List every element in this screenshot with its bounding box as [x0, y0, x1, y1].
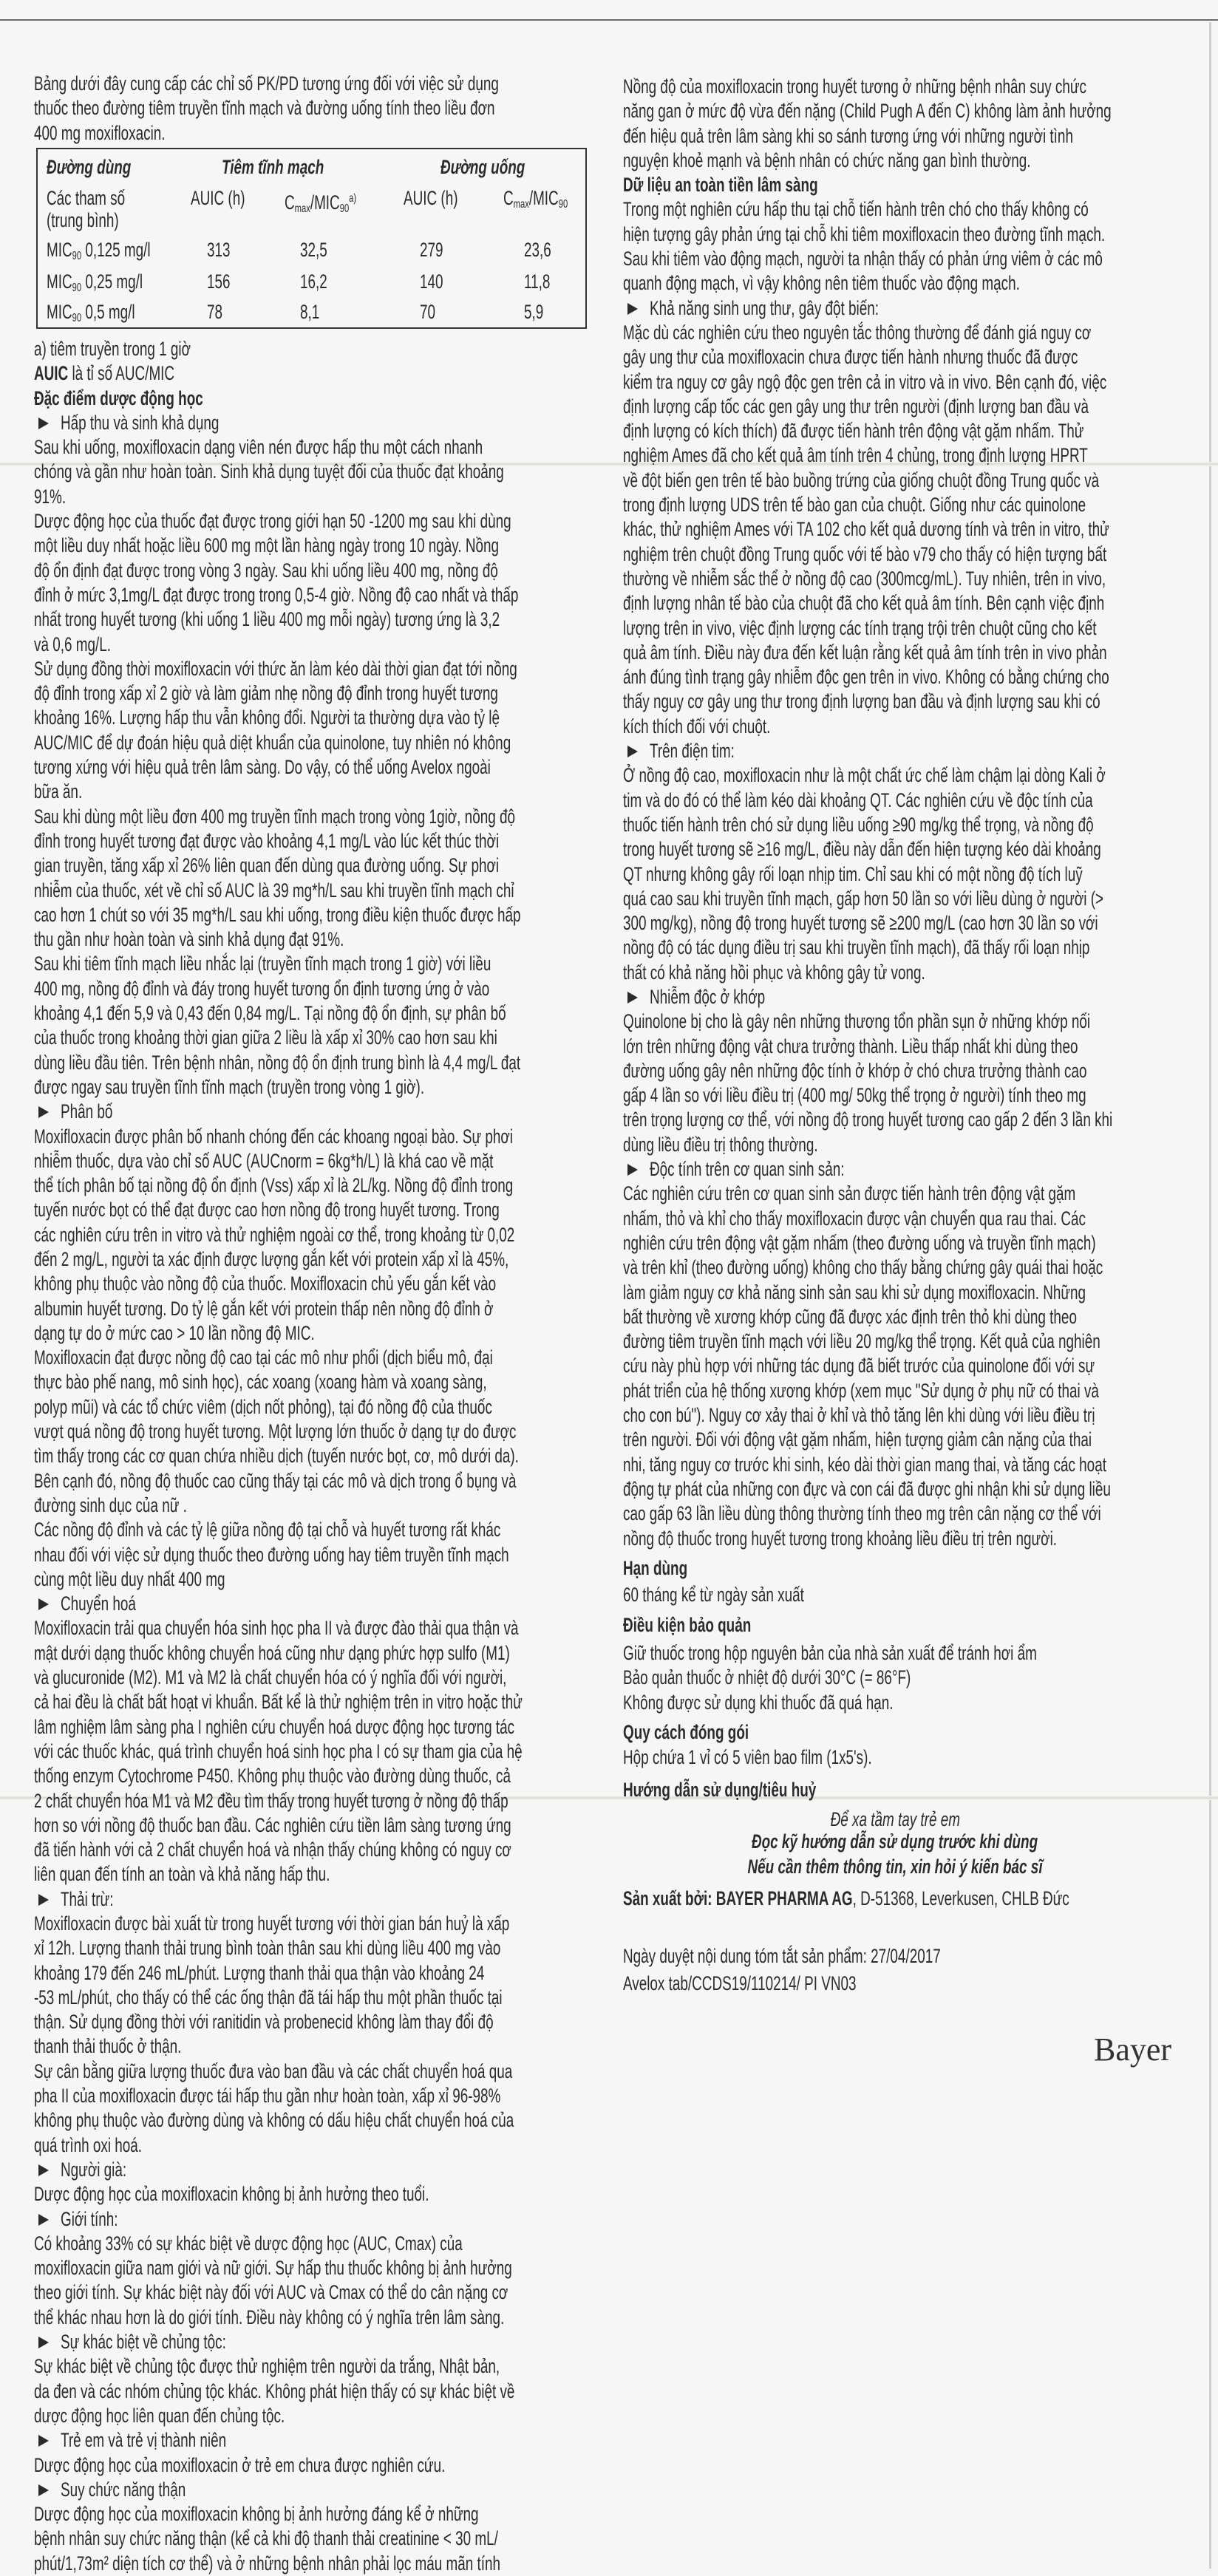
triangle-bullet-icon	[627, 303, 638, 315]
paragraph-line: Moxifloxacin đạt được nồng độ cao tại các mô như phổi (dịch biểu mô, đại	[34, 1346, 493, 1369]
page-top-rule	[0, 19, 1218, 21]
paragraph-line: với các thuốc khác, quá trình chuyển hoá sinh học pha I có sự tham gia của hệ	[34, 1740, 523, 1762]
paragraph-line: hơn so với nồng độ thuốc ban đầu. Các nghiên cứu tiền lâm sàng tương ứng	[34, 1813, 511, 1836]
paragraph-line: cho con bú"). Nguy cơ xảy thai ở khỉ và thỏ tăng lên khi dùng với liều điều trị	[623, 1404, 1095, 1427]
subsection-heading: Khả năng sinh ung thư, gây đột biến:	[623, 296, 1200, 321]
paragraph-line: 300 mg/kg), nồng độ trong huyết tương sẽ ≥200 mg/L (cao hơn 30 lần so với	[623, 912, 1098, 935]
paragraph-line: năng gan ở mức độ vừa đến nặng (Child Pugh A đến C) không làm ảnh hưởng	[623, 100, 1112, 123]
row-label: $MIC_{90}$ 0,5 mg/l	[47, 301, 135, 324]
paragraph-line: đường tiêm truyền tĩnh mạch với liều 20 mg/kg thể trọng. Kết quả của nghiên	[623, 1330, 1100, 1353]
paragraph-line: tim và do đó có thể làm kéo dài khoảng QT. Các nghiên cứu về độc tính của	[623, 788, 1093, 811]
packaging: Hộp chứa 1 vỉ có 5 viên bao film (1x5's).	[623, 1746, 872, 1768]
paragraph-line: và 0,6 mg/L.	[34, 633, 112, 655]
document-code: Avelox tab/CCDS19/110214/ PI VN03	[623, 1972, 857, 1994]
paragraph-line: da đen và các nhóm chủng tộc khác. Không phát hiện thấy có sự khác biệt về	[34, 2379, 515, 2402]
paragraph-line: bất thường về xương khớp cũng đã được xác định trên thỏ khi dùng theo	[623, 1305, 1077, 1328]
paragraph-line: dùng liều điều trị thông thường.	[623, 1133, 818, 1156]
paragraph-line: Sự cân bằng giữa lượng thuốc đưa vào ban đầu và các chất chuyển hoá qua	[34, 2059, 513, 2082]
paragraph-line: trong huyết tương sẽ ≥16 mg/L, điều này dẫn đến hiện tượng kéo dài khoảng	[623, 838, 1101, 861]
paragraph-line: và glucuronide (M2). M1 và M2 là chất chuyển hóa có ý nghĩa đối với người,	[34, 1666, 507, 1689]
paragraph-line: nguyện khoẻ mạnh và bệnh nhân có chức năng gan bình thường.	[623, 149, 1031, 171]
table-cell: 32,5	[300, 239, 327, 261]
paragraph-line: thống enzym Cytochrome P450. Không phụ thuộc vào đường dùng thuốc, cả	[34, 1765, 511, 1788]
warning-line: Đọc kỹ hướng dẫn sử dụng trước khi dùng	[752, 1830, 1038, 1853]
left-column-body	[34, 337, 603, 2576]
paragraph-line: vượt quá nồng độ trong huyết tương. Một lượng lớn thuốc ở dạng tự do được	[34, 1420, 517, 1443]
paragraph-line: nhiễm thuốc, dựa vào chỉ số AUC (AUCnorm = 6kg*h/L) là khá cao về mặt	[34, 1149, 494, 1172]
paragraph-line: kích thích đối với chuột.	[623, 715, 771, 737]
paragraph-line: phút/1,73m² diện tích cơ thể) và ở những bệnh nhân phải lọc máu mãn tính	[34, 2552, 501, 2575]
shelf-life: 60 tháng kể từ ngày sản xuất	[623, 1584, 804, 1606]
paragraph-line: a) tiêm truyền trong 1 giờ	[34, 338, 191, 360]
triangle-bullet-icon	[38, 2337, 49, 2348]
paragraph-line: bệnh nhân suy chức năng thận (kể cả khi độ thanh thải creatinine < 30 mL/	[34, 2527, 498, 2550]
paragraph-line: không phụ thuộc vào nồng độ của thuốc. Moxifloxacin chủ yếu gắn kết vào	[34, 1272, 497, 1295]
paragraph-line: pha II của moxifloxacin được tái hấp thu gần như hoàn toàn, xấp xỉ 96-98%	[34, 2085, 501, 2108]
header-route: Đường dùng	[47, 156, 132, 178]
paragraph-line: khoảng 4,1 đến 5,9 và 0,43 đến 0,84 mg/L. Tại nồng độ ổn định, sự phân bố	[34, 1002, 506, 1025]
paragraph-line: quả âm tính. Điều này đưa đến kết luận rằng kết quả âm tính trên in vivo phản	[623, 641, 1107, 664]
paragraph-line: Dược động học của moxifloxacin không bị ảnh hưởng theo tuổi.	[34, 2183, 429, 2206]
paragraph-line: cả hai đều là chất bất hoạt vi khuẩn. Bất kể là thử nghiệm trên in vitro hoặc thử	[34, 1691, 523, 1714]
storage-heading: Điều kiện bảo quản	[623, 1614, 752, 1636]
paragraph-line: nồng độ thuốc trong huyết tương trong khoảng liều điều trị trên người.	[623, 1527, 1058, 1550]
paragraph-line: Mặc dù các nghiên cứu theo nguyên tắc thông thường để đánh giá nguy cơ	[623, 321, 1092, 344]
paragraph-line: theo giới tính. Sự khác biệt này đối với AUC và Cmax có thể do cân nặng cơ	[34, 2281, 508, 2304]
paragraph-line: Các nghiên cứu trên cơ quan sinh sản được tiến hành trên động vật gặm	[623, 1182, 1076, 1205]
paragraph-line: moxifloxacin giữa nam giới và nữ giới. Sự hấp thu thuốc không bị ảnh hưởng	[34, 2257, 512, 2280]
bayer-logo: Bayer	[1094, 2031, 1172, 2068]
paragraph-line: về đột biến gen trên tế bào buồng trứng của giống chuột đồng Trung quốc và	[623, 468, 1100, 491]
paragraph-line: cao hơn 1 chút so với 35 mg*h/L sau khi uống, trong điều kiện thuốc được hấp	[34, 903, 521, 926]
paragraph-line: chóng và gần như hoàn toàn. Sinh khả dụng tuyệt đối của thuốc đạt khoảng	[34, 460, 504, 483]
paragraph-line: cùng một liều duy nhất 400 mg	[34, 1567, 225, 1590]
warning-line: Nếu cần thêm thông tin, xin hỏi ý kiến bác sĩ	[747, 1856, 1043, 1878]
triangle-bullet-icon	[38, 418, 49, 429]
paragraph-line: nghiên cứu trên động vật gặm nhấm (theo đường uống và truyền tĩnh mạch)	[623, 1231, 1096, 1254]
paragraph-line: kiểm tra nguy cơ gây ngộ độc gen trên cả in vitro và in vivo. Bên cạnh đó, việc	[623, 370, 1107, 393]
paragraph-line: được ngay sau truyền tĩnh tĩnh mạch (truyền trong vòng 1 giờ).	[34, 1075, 425, 1098]
paragraph-line: độ đỉnh trong xấp xỉ 2 giờ và làm giảm nhẹ nồng độ đỉnh trong huyết tương	[34, 682, 498, 705]
shelf-life-heading: Hạn dùng	[623, 1557, 688, 1579]
triangle-bullet-icon	[627, 992, 638, 1004]
paragraph-line: Quinolone bị cho là gây nên những thương tổn phần sụn ở những khớp nối	[623, 1010, 1091, 1033]
row-label: $MIC_{90}$ 0,25 mg/l	[47, 270, 143, 294]
warning-line: Để xa tầm tay trẻ em	[830, 1808, 960, 1830]
paragraph-line: tuyến nước bọt có thể đạt được cao hơn nồng độ trong huyết tương. Trong	[34, 1199, 500, 1221]
col-iv-cmax: $C_{max}/MIC_{90}^{a)}$	[285, 191, 357, 215]
right-column-body	[623, 75, 1200, 1551]
paragraph-line: bữa ăn.	[34, 780, 83, 803]
paragraph-line: nồng độ có tác dụng điều trị sau khi truyền tĩnh mạch), đã thấy rối loạn nhịp	[623, 936, 1090, 959]
col-oral-cmax: $C_{max}/MIC_{90}$	[503, 187, 568, 211]
paragraph-line: định lượng nhân tế bào của chuột đã cho kết quả âm tính. Bên cạnh việc định	[623, 592, 1105, 615]
paragraph-line: ánh đúng tình trạng gây nhiễm độc gen trên in vivo. Không có bằng chứng cho	[623, 666, 1109, 689]
paragraph-line: nhấm, thỏ và khỉ cho thấy moxifloxacin được vận chuyển qua rau thai. Các	[623, 1207, 1086, 1230]
paragraph-line: nghiệm trên chuột đồng Trung quốc với tế bào v79 cho thấy có hiện tượng bất	[623, 542, 1107, 565]
paragraph-line: 91%.	[34, 485, 67, 508]
paragraph-line: đỉnh ở mức 3,1mg/L đạt được trong trong 0,5-4 giờ. Nồng độ cao nhất và thấp	[34, 583, 519, 606]
paragraph-line: định lượng cấp tốc các gen gây ung thư trên người (định lượng ban đầu và	[623, 395, 1089, 418]
subsection-heading: Giới tính:	[34, 2207, 603, 2232]
paragraph-line: QT nhưng không gây rối loạn nhịp tim. Chỉ sau khi có một nồng độ tích luỹ	[623, 862, 1083, 885]
paragraph-line: một liều duy nhất hoặc liều 600 mg một lần hàng ngày trong 10 ngày. Nồng	[34, 534, 500, 557]
paragraph-line: trong định lượng UDS trên tế bào gan của chuột. Giống như các quinolone	[623, 494, 1086, 517]
section-heading: Dữ liệu an toàn tiền lâm sàng	[623, 174, 818, 197]
paragraph-line: trên người. Đối với động vật gặm nhấm, hiện tượng giảm cân nặng của thai	[623, 1428, 1092, 1451]
paragraph-line: của thuốc trong khoảng thời gian giữa 2 liều là xấp xỉ 30% cao hơn sau khi	[34, 1026, 497, 1049]
paragraph-line: các nghiên cứu trên in vitro và thử nghiệm ngoài cơ thể, trong khoảng từ 0,02	[34, 1223, 515, 1246]
subsection-heading: Phân bố	[34, 1100, 603, 1124]
table-cell: 16,2	[300, 270, 327, 293]
paragraph-line: đến hiệu quả trên lâm sàng khi so sánh tương ứng với những người tình	[623, 124, 1073, 147]
triangle-bullet-icon	[38, 2484, 49, 2496]
table-cell: 156	[207, 270, 231, 293]
paragraph-line: quá cao sau khi truyền tĩnh mạch, gấp hơn 50 lần so với liều dùng ở người (>	[623, 887, 1104, 910]
paragraph-line: dược động học liên quan đến chủng tộc.	[34, 2404, 285, 2427]
paragraph-line: Sau khi tiêm tĩnh mạch liều nhắc lại (truyền tĩnh mạch trong 1 giờ) với liều	[34, 953, 491, 975]
paragraph-line: cứu này phù hợp với những tác dụng đã biết trước của quinolone đối với sự	[623, 1355, 1095, 1377]
paragraph-line: nhiễm của thuốc, xét về chỉ số AUC là 39 mg*h/L sau khi truyền tĩnh mạch chỉ	[34, 879, 514, 902]
paragraph-line: gây ung thư của moxifloxacin chưa được tiến hành nhưng thuốc đã được	[623, 346, 1078, 369]
paragraph-line: Ở nồng độ cao, moxifloxacin như là một chất ức chế làm chậm lại dòng Kali ở	[623, 764, 1106, 787]
paragraph-line: polyp mũi) và các tổ chức viêm (dịch nốt phỏng), tại đó nồng độ của thuốc	[34, 1395, 492, 1418]
paragraph-line: -53 mL/phút, cho thấy có thể các ống thận đã tái hấp thu một phần thuốc tại	[34, 1986, 503, 2008]
paragraph-line: và trên khỉ (theo đường uống) không cho thấy bằng chứng gây quái thai hoặc	[623, 1256, 1103, 1279]
param-label-sub: (trung bình)	[47, 209, 119, 231]
subsection-heading: Trẻ em và trẻ vị thành niên	[34, 2428, 603, 2453]
paragraph-line: khoảng 179 đến 246 mL/phút. Lượng thanh thải qua thận vào khoảng 24	[34, 1961, 485, 1984]
paragraph-line: tương xứng với hiệu quả trên lâm sàng. Do vậy, có thể uống Avelox ngoài	[34, 756, 491, 779]
subsection-heading: Suy chức năng thận	[34, 2478, 603, 2502]
packaging-heading: Quy cách đóng gói	[623, 1721, 749, 1743]
paragraph-line: Moxifloxacin trải qua chuyển hóa sinh học pha II và được đào thải qua thận và	[34, 1617, 519, 1640]
paragraph-line: hiện tượng gây phản ứng tại chỗ khi tiêm moxifloxacin theo đường tĩnh mạch.	[623, 222, 1106, 245]
table-cell: 5,9	[524, 301, 544, 323]
col-oral-auic: AUIC (h)	[404, 187, 458, 209]
paragraph-line: albumin huyết tương. Do tỷ lệ gắn kết với protein thấp nên nồng độ đỉnh ở	[34, 1297, 494, 1320]
paragraph-line: phát triển của hệ thống xương khớp (xem mục "Sử dụng ở phụ nữ có thai và	[623, 1379, 1099, 1402]
paragraph-line: thanh thải thuốc ở thận.	[34, 2035, 182, 2058]
table-cell: 11,8	[524, 270, 551, 293]
param-label: Các tham số	[47, 187, 126, 209]
table-cell: 279	[420, 239, 443, 261]
paragraph-line: động tự phát của những con đực và con cái đã được ghi nhận khi sử dụng liều	[623, 1477, 1111, 1500]
paragraph-line: Có khoảng 33% có sự khác biệt về dược động học (AUC, Cmax) của	[34, 2232, 463, 2255]
header-oral: Đường uống	[440, 156, 525, 178]
subsection-heading: Sự khác biệt về chủng tộc:	[34, 2330, 603, 2354]
subsection-heading: Trên điện tim:	[623, 739, 1200, 763]
paragraph-line: Dược động học của moxifloxacin ở trẻ em chưa được nghiên cứu.	[34, 2453, 446, 2476]
storage-line: Bảo quản thuốc ở nhiệt độ dưới 30°C (= 86°F)	[623, 1666, 911, 1689]
paragraph-line: gian truyền, tăng xấp xỉ 26% liên quan đến dùng qua đường uống. Sự phơi	[34, 854, 500, 877]
paragraph-line: Sau khi uống, moxifloxacin dạng viên nén được hấp thu một cách nhanh	[34, 436, 483, 459]
paragraph-line: thường về nhiễm sắc thể ở nồng độ cao (300mcg/mL). Tuy nhiên, trên in vivo,	[623, 567, 1106, 590]
triangle-bullet-icon	[38, 1598, 49, 1610]
triangle-bullet-icon	[627, 1164, 638, 1176]
paragraph-line: thu gần như hoàn toàn và sinh khả dụng đạt 91%.	[34, 928, 344, 951]
paragraph-line: khác, thử nghiệm Ames với TA 102 cho kết quả dương tính và trên in vitro, thử	[623, 518, 1109, 541]
paragraph-line: lâm nghiệm lâm sàng pha I nghiên cứu chuyển hoá dược động học tương tác	[34, 1715, 515, 1738]
paragraph-line: Bảng dưới đây cung cấp các chỉ số PK/PD tương ứng đối với việc sử dụng	[34, 72, 499, 95]
triangle-bullet-icon	[38, 1106, 49, 1118]
paragraph-line: mật dưới dạng thuốc không chuyển hoá cũng như dạng phức hợp sulfo (M1)	[34, 1641, 510, 1664]
paragraph-line: đường uống gây nên những độc tính ở khớp ở chó chưa trưởng thành cao	[623, 1059, 1087, 1082]
paragraph-line: gấp 4 lần so với liều điều trị (400 mg/ 50kg thể trọng ở người) tính theo mg	[623, 1084, 1086, 1107]
subsection-heading: Người già:	[34, 2158, 603, 2182]
row-label: $MIC_{90}$ 0,125 mg/l	[47, 239, 151, 262]
triangle-bullet-icon	[38, 1894, 49, 1906]
approval-date: Ngày duyệt nội dung tóm tắt sản phẩm: 27/04/2017	[623, 1945, 941, 1967]
paragraph-line: lớn trên những động vật chưa trưởng thành. Liều thấp nhất khi dùng theo	[623, 1035, 1078, 1057]
paragraph-line: 400 mg, nồng độ đỉnh và đáy trong huyết tương ổn định tương ứng ở vào	[34, 977, 490, 1000]
paragraph-line: Các nồng độ đỉnh và các tỷ lệ giữa nồng độ tại chỗ và huyết tương rất khác	[34, 1519, 501, 1541]
paragraph-line: đến 2 mg/L, người ta xác định được lượng gắn kết với protein xấp xỉ là 45%,	[34, 1247, 509, 1270]
storage-line: Giữ thuốc trong hộp nguyên bản của nhà sản xuất để tránh hơi ẩm	[623, 1642, 1037, 1664]
paragraph-line: liên quan đến tính an toàn và khả năng hấp thu.	[34, 1863, 330, 1886]
paragraph-line: thuốc tiến hành trên chó sử dụng liều uống ≥90 mg/kg thể trọng, và nồng độ	[623, 813, 1094, 836]
subsection-heading: Nhiễm độc ở khớp	[623, 985, 1200, 1009]
pkpd-table	[36, 148, 587, 329]
storage-line: Không được sử dụng khi thuốc đã quá hạn.	[623, 1691, 894, 1714]
triangle-bullet-icon	[38, 2214, 49, 2226]
paragraph-line: AUIC là tỉ số AUC/MIC	[34, 362, 175, 385]
table-cell: 313	[207, 239, 231, 261]
triangle-bullet-icon	[38, 2435, 49, 2447]
left-column-intro	[34, 72, 596, 146]
subsection-heading: Chuyển hoá	[34, 1592, 603, 1616]
paragraph-line: nghiệm Ames đã cho kết quả âm tính trên 4 chủng, trong định lượng HPRT	[623, 444, 1088, 467]
table-cell: 140	[420, 270, 443, 293]
paragraph-line: lượng trên in vivo, việc định lượng các tính trạng trội trên chuột cũng cho kết	[623, 616, 1097, 639]
paragraph-line: Sau khi dùng một liều đơn 400 mg truyền tĩnh mạch trong vòng 1giờ, nồng độ	[34, 805, 515, 828]
paragraph-line: đỉnh trong huyết tương đạt được vào khoảng 4,1 mg/L vào lúc kết thúc thời	[34, 829, 500, 852]
table-cell: 78	[207, 301, 223, 323]
paragraph-line: dùng liều đầu tiên. Trên bệnh nhân, nồng độ ổn định trung bình là 4,4 mg/L đạt	[34, 1051, 521, 1074]
paragraph-line: khoảng 16%. Lượng hấp thu vẫn không đổi. Người ta thường dựa vào tỷ lệ	[34, 706, 500, 729]
paragraph-line: Moxifloxacin được phân bố nhanh chóng đến các khoang ngoại bào. Sự phơi	[34, 1125, 513, 1148]
triangle-bullet-icon	[627, 746, 638, 757]
paragraph-line: xỉ 12h. Lượng thanh thải trung bình toàn thân sau khi dùng liều 400 mg vào	[34, 1937, 501, 1960]
paragraph-line: Sự khác biệt về chủng tộc được thử nghiệm trên người da trắng, Nhật bản,	[34, 2355, 500, 2378]
paragraph-line: quanh động mạch, vì vậy không nên tiêm thuốc vào động mạch.	[623, 272, 1020, 295]
paragraph-line: thể tích phân bố tại nồng độ ổn định (Vss) xấp xỉ là 2L/kg. Nồng độ đỉnh trong	[34, 1174, 514, 1197]
paragraph-line: tìm thấy trong các cơ quan chứa nhiều dịch (tuyến nước bọt, cơ, mô dưới da).	[34, 1445, 519, 1468]
table-cell: 8,1	[300, 301, 320, 323]
paragraph-line: thất có khả năng hồi phục và không gây tử vong.	[623, 961, 925, 984]
paragraph-line: AUC/MIC để dự đoán hiệu quả diệt khuẩn của quinolone, tuy nhiên nó không	[34, 731, 511, 754]
paragraph-line: Trong một nghiên cứu hấp thu tại chỗ tiến hành trên chó cho thấy không có	[623, 198, 1089, 221]
paragraph-line: định lượng có kích thích) đã được tiến hành trên động vật gặm nhấm. Thử	[623, 420, 1084, 443]
section-heading: Đặc điểm dược động học	[34, 386, 203, 409]
paragraph-line: trên trọng lượng cơ thể, với nồng độ trong huyết tương cao gấp 2 đến 3 lần khi	[623, 1108, 1113, 1131]
col-iv-auic: AUIC (h)	[191, 187, 245, 209]
paragraph-line: nhi, tăng nguy cơ trước khi sinh, kéo dài thời gian mang thai, và tăng các hoạt	[623, 1453, 1106, 1476]
subsection-heading: Hấp thu và sinh khả dụng	[34, 411, 603, 435]
paragraph-line: độ ổn định đạt được trong vòng 3 ngày. Sau khi uống liều 400 mg, nồng độ	[34, 559, 498, 582]
table-cell: 23,6	[524, 239, 551, 261]
header-iv: Tiêm tĩnh mạch	[222, 156, 324, 178]
paragraph-line: đã tiến hành với cả 2 chất chuyển hoá và nhận thấy chúng không có nguy cơ	[34, 1839, 511, 1861]
instructions-heading: Hướng dẫn sử dụng/tiêu huỷ	[623, 1779, 817, 1801]
paragraph-line: 400 mg moxifloxacin.	[34, 121, 166, 144]
paragraph-line: không phụ thuộc vào đường dùng và không có dấu hiệu chất chuyển hoá của	[34, 2109, 514, 2132]
paragraph-line: Dược động học của thuốc đạt được trong giới hạn 50 -1200 mg sau khi dùng	[34, 510, 511, 533]
paragraph-line: nhất trong huyết tương (khi uống 1 liều 400 mg mỗi ngày) tương ứng là 3,2	[34, 608, 500, 631]
paragraph-line: 2 chất chuyển hóa M1 và M2 đều tìm thấy trong huyết tương ở nồng độ thấp	[34, 1789, 508, 1812]
paragraph-line: làm giảm nguy cơ khả năng sinh sản sau khi sử dụng moxifloxacin. Những	[623, 1281, 1086, 1304]
paragraph-line: Sử dụng đồng thời moxifloxacin với thức ăn làm kéo dài thời gian đạt tới nồng	[34, 657, 517, 680]
paragraph-line: đường sinh dục của nữ .	[34, 1493, 187, 1516]
paragraph-line: Nồng độ của moxifloxacin trong huyết tương ở những bệnh nhân suy chức	[623, 75, 1086, 98]
triangle-bullet-icon	[38, 2164, 49, 2176]
paragraph-line: thận. Sử dụng đồng thời với ranitidin và probenecid không làm thay đổi độ	[34, 2011, 494, 2034]
paragraph-line: nhau đối với việc sử dụng thuốc theo đường uống hay tiêm truyền tĩnh mạch	[34, 1543, 509, 1566]
paragraph-line: quá trình oxi hoá.	[34, 2133, 143, 2156]
paragraph-line: Bên cạnh đó, nồng độ thuốc cao cũng thấy tại các mô và dịch trong ổ bụng và	[34, 1469, 517, 1492]
manufacturer: Sản xuất bởi: BAYER PHARMA AG, D-51368, Leverkusen, CHLB Đức	[623, 1887, 1069, 1909]
paragraph-line: thể khác nhau hơn là do giới tính. Điều này không có ý nghĩa trên lâm sàng.	[34, 2306, 505, 2328]
paragraph-line: thực bào phế nang, mô sinh học), các xoang (xoang hàm và xoang sàng,	[34, 1371, 487, 1394]
paragraph-line: Moxifloxacin được bài xuất từ trong huyết tương với thời gian bán huỷ là xấp	[34, 1912, 510, 1935]
paragraph-line: thấy nguy cơ gây ung thư trong định lượng ban đầu và định lượng sau khi có	[623, 690, 1100, 713]
paragraph-line: cao gấp 63 lần liều dùng thông thường tính theo mg trên cân nặng cơ thể với	[623, 1502, 1101, 1525]
paragraph-line: dạng tự do ở mức cao > 10 lần nồng độ MIC.	[34, 1321, 315, 1344]
paragraph-line: Dược động học của moxifloxacin không bị ảnh hưởng đáng kể ở những	[34, 2503, 479, 2526]
paragraph-line: Sau khi tiêm vào động mạch, người ta nhận thấy có phản ứng viêm ở các mô	[623, 248, 1103, 270]
subsection-heading: Độc tính trên cơ quan sinh sản:	[623, 1157, 1200, 1182]
page-right-edge	[1209, 22, 1211, 2569]
paragraph-line: thuốc theo đường tiêm truyền tĩnh mạch và đường uống tính theo liều đơn	[34, 97, 495, 120]
table-cell: 70	[420, 301, 436, 323]
subsection-heading: Thải trừ:	[34, 1887, 603, 1912]
